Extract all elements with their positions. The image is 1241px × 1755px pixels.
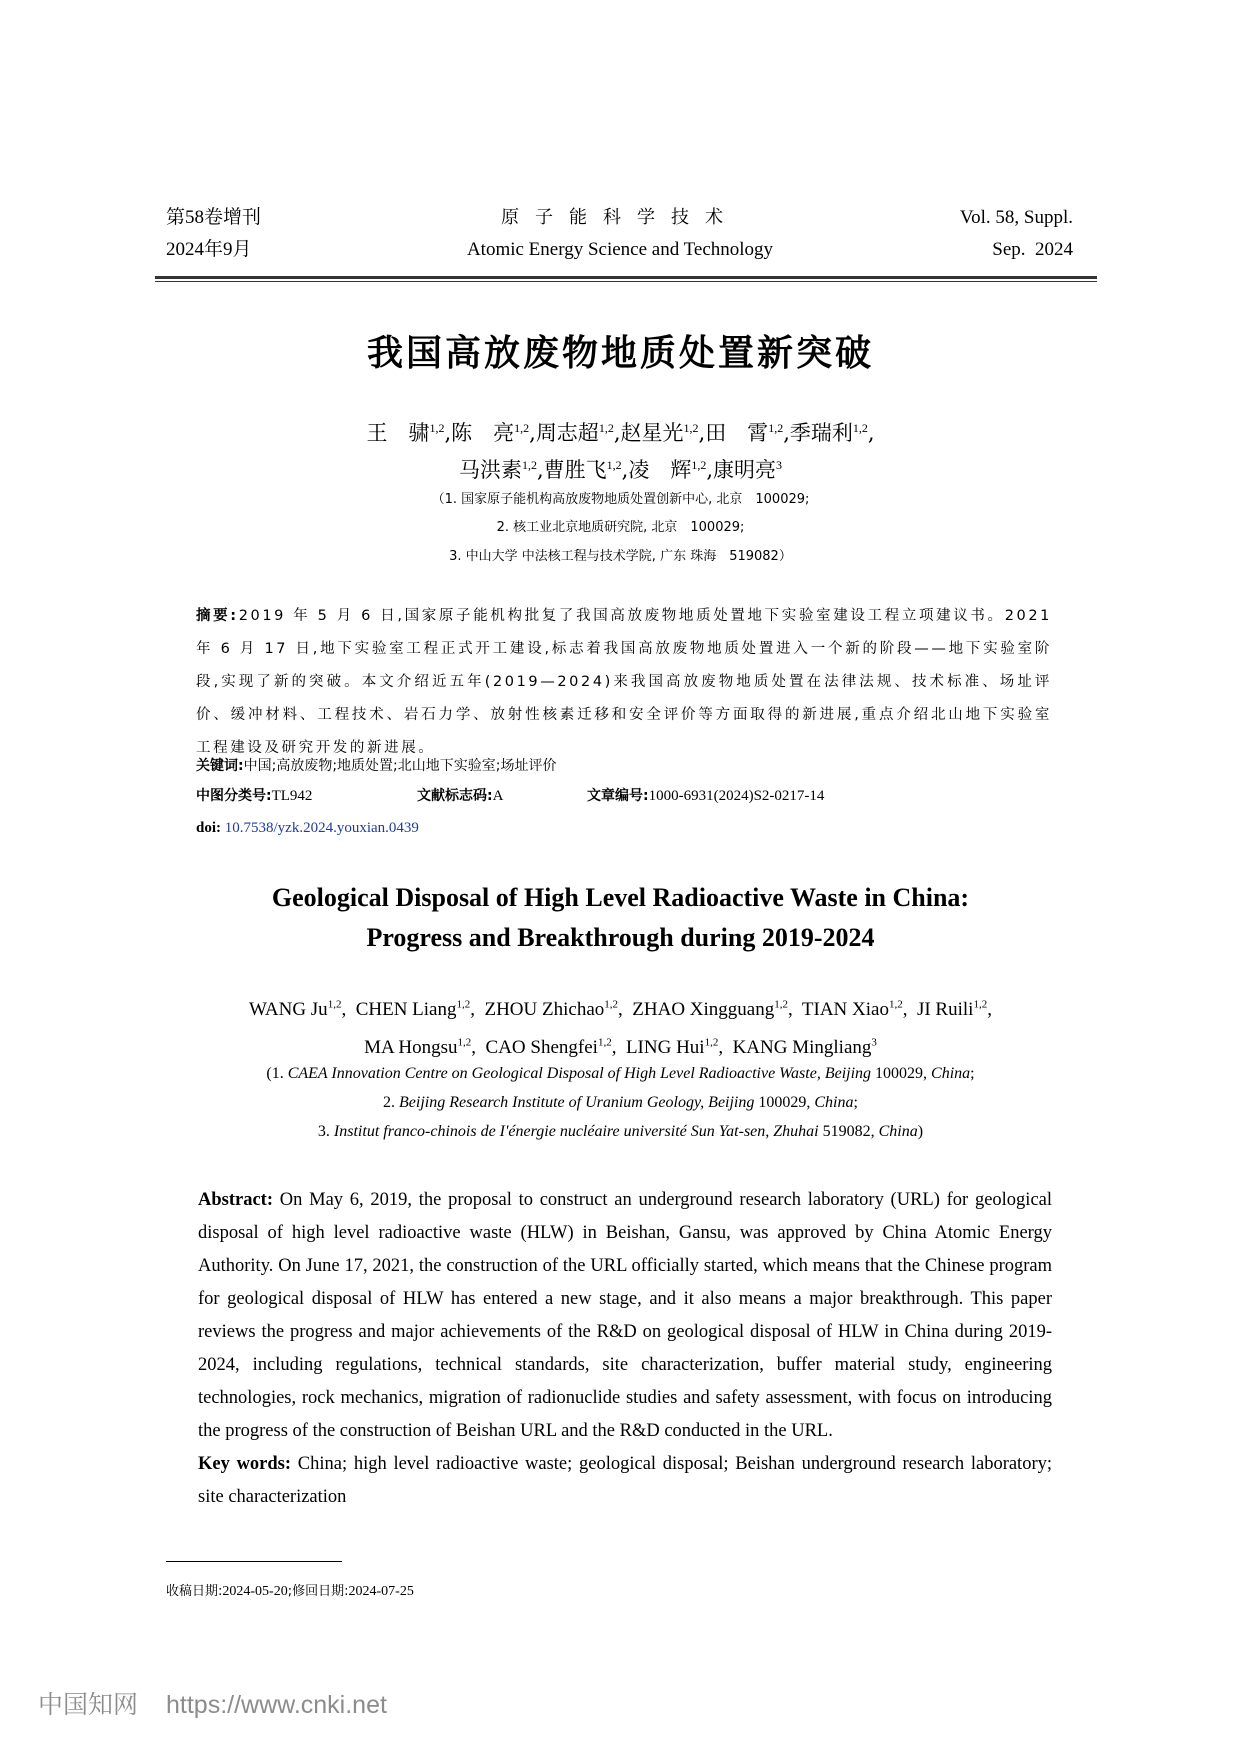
affiliation-institution: CAEA Innovation Centre on Geological Disposal of High Level Radioactive Waste, Beijing xyxy=(287,1065,872,1082)
header-rule-thick xyxy=(155,276,1097,279)
cnki-watermark xyxy=(38,1688,387,1722)
date-en: Sep. 2024 xyxy=(992,239,1073,260)
author-name: 凌 辉 xyxy=(628,458,692,482)
author-separator: , xyxy=(698,421,706,445)
affiliation-postcode: 519082, xyxy=(818,1123,879,1140)
author-separator: , xyxy=(529,421,536,445)
author-affiliation-sup: 1,2 xyxy=(704,1037,719,1049)
doi-line xyxy=(196,818,419,838)
author-name: KANG Mingliang xyxy=(732,1037,872,1059)
abstract-en-label: Abstract: xyxy=(198,1190,274,1210)
authors-cn-line2 xyxy=(0,450,1241,485)
keywords-en-label: Key words: xyxy=(198,1454,292,1474)
author xyxy=(366,421,451,445)
affiliation-country: China xyxy=(878,1123,918,1140)
affiliation-country: China xyxy=(814,1094,854,1111)
doc-code-field xyxy=(417,786,503,806)
author-affiliation-sup: 1,2 xyxy=(514,421,530,435)
affiliation-postcode: 100029, xyxy=(754,1094,815,1111)
author-name: WANG Ju xyxy=(249,999,328,1021)
footnote-sep: ; xyxy=(287,1584,293,1599)
author xyxy=(459,458,544,482)
article-no-label: 文章编号: xyxy=(587,788,649,804)
author-separator: , xyxy=(783,421,790,445)
authors-en-line2 xyxy=(0,1030,1241,1061)
author xyxy=(917,999,992,1020)
author-name: 王 骕 xyxy=(366,421,430,445)
author-name: 周志超 xyxy=(535,421,599,445)
author-name: ZHAO Xingguang xyxy=(632,999,775,1021)
affiliation-institution: Beijing Research Institute of Uranium Geology, Beijing xyxy=(399,1094,755,1111)
author-separator: , xyxy=(341,999,356,1021)
affiliation-number: 2. xyxy=(383,1094,400,1111)
keywords-en-text: China; high level radioactive waste; geological disposal; Beishan underground research laboratory; site characterization xyxy=(198,1454,1053,1507)
revised-label: 修回日期: xyxy=(292,1584,349,1599)
author-name: 季瑞利 xyxy=(789,421,853,445)
author-name: ZHOU Zhichao xyxy=(484,999,605,1021)
footnote-dates xyxy=(166,1582,414,1602)
volume-cn: 第58卷增刊 xyxy=(166,207,262,228)
author-affiliation-sup: 1,2 xyxy=(604,999,619,1011)
author-separator: , xyxy=(444,421,452,445)
author xyxy=(249,999,356,1020)
author-separator: , xyxy=(613,421,621,445)
affiliation-cn-3: 3. 中山大学 中法核工程与技术学院, 广东 珠海 519082） xyxy=(449,549,792,564)
title-en-line2: Progress and Breakthrough during 2019-2024 xyxy=(366,923,875,952)
abstract-cn-text: 2019 年 5 月 6 日,国家原子能机构批复了我国高放废物地质处置地下实验室建设工程立项建议书。2021 年 6 月 17 日,地下实验室工程正式开工建设,标志着我国高放废物地质处置进入一个新的阶段——地下实验室阶段,实现了新的突破。本文介绍近五年(2019—2024)来我国高放废物地质处置在法律法规、技术标准、场址评价、缓冲材料、工程技术、岩石力学、放射性核素迁移和安全评价等方面取得的新进展,重点介绍北山地下实验室工程建设及研究开发的新进展。 xyxy=(196,608,1052,756)
author xyxy=(733,1037,877,1058)
author-separator: , xyxy=(471,1037,486,1059)
received-label: 收稿日期: xyxy=(166,1584,223,1599)
affiliation-punct: ) xyxy=(917,1123,924,1140)
footnote-rule xyxy=(166,1561,342,1562)
author-affiliation-sup: 1,2 xyxy=(888,999,903,1011)
keywords-cn xyxy=(196,756,556,776)
author-affiliation-sup: 1,2 xyxy=(606,458,622,472)
author xyxy=(705,421,790,445)
journal-name-cn: 原子能科学技术 xyxy=(501,207,739,228)
author-affiliation-sup: 1,2 xyxy=(774,999,788,1011)
header-rule-thin xyxy=(155,281,1097,282)
doc-code-label: 文献标志码: xyxy=(417,788,493,804)
author-name: 田 霄 xyxy=(705,421,769,445)
watermark-brand: 中国知网 xyxy=(38,1690,139,1719)
author-affiliation-sup: 1,2 xyxy=(852,421,868,435)
abstract-cn-label: 摘要: xyxy=(196,608,239,624)
abstract-en xyxy=(198,1184,1052,1514)
article-no-value: 1000-6931(2024)S2-0217-14 xyxy=(648,788,825,804)
author-name: CAO Shengfei xyxy=(485,1037,598,1059)
author-name: 康明亮 xyxy=(713,458,777,482)
affiliation-country: China xyxy=(931,1065,971,1082)
doc-code-value: A xyxy=(492,788,504,804)
author-separator: , xyxy=(787,999,802,1021)
affiliation-en-1 xyxy=(0,1063,1241,1085)
affiliation-punct: ; xyxy=(970,1065,975,1082)
doi-label: doi: xyxy=(196,820,222,836)
journal-name-en: Atomic Energy Science and Technology xyxy=(466,239,774,260)
author xyxy=(356,999,485,1020)
author-name: 马洪素 xyxy=(458,458,522,482)
author-separator: , xyxy=(867,421,875,445)
author-name: TIAN Xiao xyxy=(801,999,889,1021)
author-affiliation-sup: 1,2 xyxy=(597,1037,612,1049)
author xyxy=(484,999,632,1020)
clc-field xyxy=(196,786,312,806)
author-name: 曹胜飞 xyxy=(543,458,607,482)
revised-date: 2024-07-25 xyxy=(348,1584,414,1599)
author-name: LING Hui xyxy=(625,1037,705,1059)
affiliation-cn-2: 2. 核工业北京地质研究院, 北京 100029; xyxy=(496,520,745,535)
clc-value: TL942 xyxy=(271,788,313,804)
authors-cn-line1 xyxy=(0,413,1241,448)
abstract-en-text: On May 6, 2019, the proposal to construct an underground research laboratory (URL) for geological disposal of high level radioactive waste (HLW) in Beishan, Gansu, was approved by China Atomic Energy Authority. On June 17, 2021, the construction of the URL officially started, which means that the Chinese program for geological disposal of HLW has entered a new stage, and it also means a major breakthrough. This paper reviews the progress and major achievements of the R&D on geological disposal of HLW in China during 2019-2024, including regulations, technical standards, site characterization, buffer material study, engineering technologies, rock mechanics, migration of radionuclide studies and safety assessment, with focus on introducing the progress of the construction of Beishan URL and the R&D conducted in the URL. xyxy=(198,1190,1053,1441)
author-separator: , xyxy=(611,1037,626,1059)
author-name: JI Ruili xyxy=(916,999,974,1021)
affiliation-number: (1. xyxy=(266,1065,288,1082)
author xyxy=(544,458,629,482)
doi-link[interactable]: 10.7538/yzk.2024.youxian.0439 xyxy=(224,820,419,836)
author-name: 陈 亮 xyxy=(451,421,515,445)
author xyxy=(621,421,706,445)
affiliation-cn-1: （1. 国家原子能机构高放废物地质处置创新中心, 北京 100029; xyxy=(431,492,810,507)
affiliation-punct: ; xyxy=(853,1094,858,1111)
affiliation-postcode: 100029, xyxy=(871,1065,932,1082)
author xyxy=(486,1037,626,1058)
author-name: CHEN Liang xyxy=(355,999,457,1021)
author xyxy=(802,999,917,1020)
author-affiliation-sup: 1,2 xyxy=(327,999,342,1011)
author-separator: , xyxy=(618,999,633,1021)
author xyxy=(451,421,536,445)
volume-en: Vol. 58, Suppl. xyxy=(959,207,1073,228)
author xyxy=(536,421,621,445)
author-separator: , xyxy=(470,999,485,1021)
keywords-cn-text: 中国;高放废物;地质处置;北山地下实验室;场址评价 xyxy=(243,758,557,774)
author-separator: , xyxy=(902,999,917,1021)
author-affiliation-sup: 1,2 xyxy=(457,1037,472,1049)
keywords-cn-label: 关键词: xyxy=(196,758,244,774)
received-date: 2024-05-20 xyxy=(222,1584,288,1599)
author xyxy=(713,458,782,482)
author xyxy=(632,999,802,1020)
author-name: 赵星光 xyxy=(620,421,684,445)
author-affiliation-sup: 1,2 xyxy=(521,458,537,472)
affiliation-en-2 xyxy=(0,1092,1241,1114)
affiliation-number: 3. xyxy=(317,1123,334,1140)
author-affiliation-sup: 1,2 xyxy=(598,421,614,435)
article-no-field xyxy=(587,786,824,806)
clc-label: 中图分类号: xyxy=(196,788,272,804)
author-separator: , xyxy=(987,999,992,1021)
author-affiliation-sup: 3 xyxy=(871,1037,877,1049)
authors-en-line1 xyxy=(0,992,1241,1023)
watermark-url[interactable]: https://www.cnki.net xyxy=(166,1691,387,1719)
author-affiliation-sup: 1,2 xyxy=(683,421,699,435)
title-en-line1: Geological Disposal of High Level Radioactive Waste in China: xyxy=(271,883,970,912)
author xyxy=(364,1037,485,1058)
author-affiliation-sup: 3 xyxy=(776,458,783,472)
author xyxy=(626,1037,733,1058)
author-affiliation-sup: 1,2 xyxy=(456,999,471,1011)
author-affiliation-sup: 1,2 xyxy=(973,999,988,1011)
author-affiliation-sup: 1,2 xyxy=(768,421,784,435)
author-separator: , xyxy=(706,458,714,482)
author-separator: , xyxy=(536,458,544,482)
title-cn: 我国高放废物地质处置新突破 xyxy=(366,333,874,374)
author-affiliation-sup: 1,2 xyxy=(691,458,707,472)
date-cn: 2024年9月 xyxy=(166,239,252,260)
affiliation-institution: Institut franco-chinois de I'énergie nucléaire université Sun Yat-sen, Zhuhai xyxy=(333,1123,819,1140)
author xyxy=(790,421,875,445)
affiliation-en-3 xyxy=(0,1121,1241,1143)
author-separator: , xyxy=(718,1037,733,1059)
author-separator: , xyxy=(621,458,629,482)
author-name: MA Hongsu xyxy=(364,1037,458,1059)
author xyxy=(628,458,713,482)
abstract-cn xyxy=(196,600,1052,765)
author-affiliation-sup: 1,2 xyxy=(429,421,445,435)
